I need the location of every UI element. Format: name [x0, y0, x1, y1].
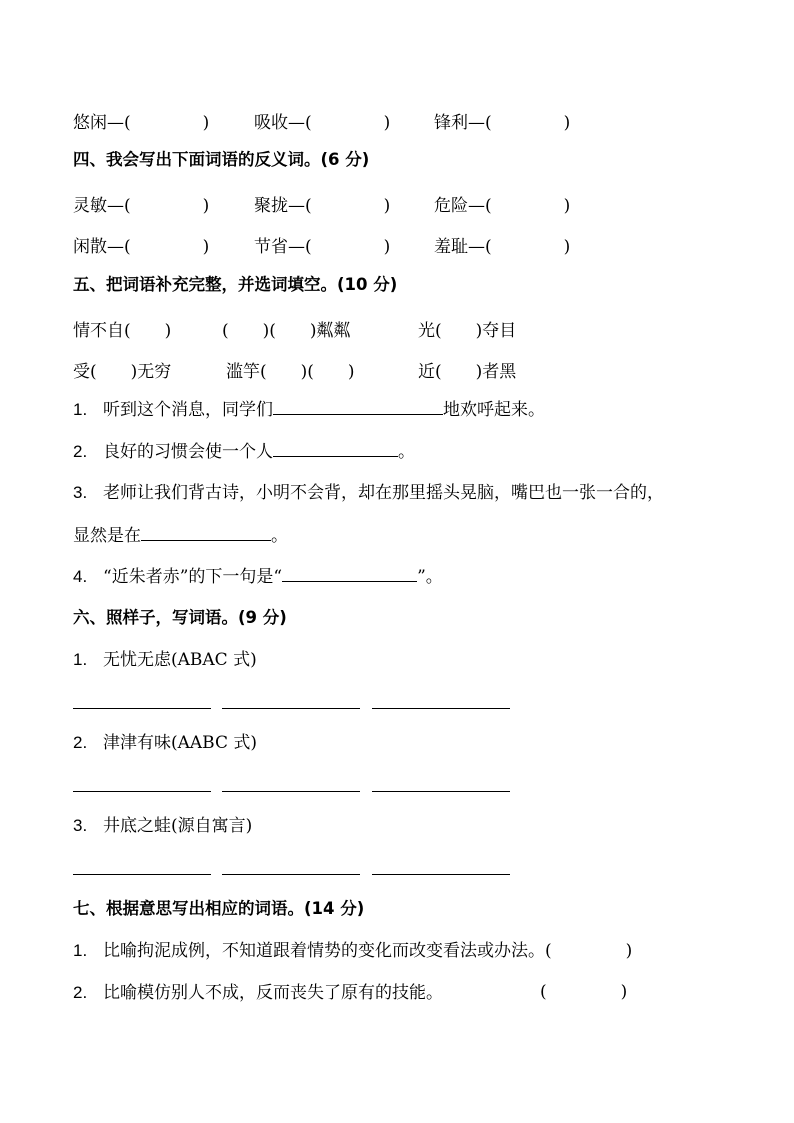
close-paren: ) [383, 113, 391, 133]
idiom-blank[interactable]: 近( )者黑 [418, 362, 517, 382]
question-text: 井底之蛙(源自寓言) [103, 816, 253, 836]
answer-line[interactable] [222, 874, 360, 875]
open-paren: —( [107, 237, 131, 257]
question-text: 比喻拘泥成例，不知道跟着情势的变化而改变看法或办法。( [103, 941, 552, 961]
idiom-blank[interactable]: 滥竽( )( ) [226, 362, 355, 382]
word: 悠闲 [73, 113, 107, 133]
close-paren: ) [383, 237, 391, 257]
open-paren: —( [288, 196, 312, 216]
word: 节省 [254, 237, 288, 257]
question-text: ”。 [417, 567, 443, 587]
question-text: “近朱者赤”的下一句是“ [103, 567, 283, 587]
section-7-title: 七、根据意思写出相应的词语。(14 分) [73, 899, 365, 918]
s5-question-3 [73, 482, 664, 504]
open-paren: —( [107, 196, 131, 216]
question-number: 1. [73, 650, 88, 669]
question-text: 听到这个消息，同学们 [103, 400, 273, 420]
s6-question-1 [73, 649, 257, 671]
item-weixian [434, 191, 570, 216]
answer-line[interactable] [73, 874, 211, 875]
fill-blank[interactable] [273, 398, 443, 415]
close-paren: ) [563, 196, 571, 216]
open-paren: —( [288, 237, 312, 257]
answer-line[interactable] [372, 708, 510, 709]
close-paren: ) [563, 113, 571, 133]
question-number: 2. [73, 733, 88, 752]
s7-question-2 [73, 982, 443, 1004]
question-text: 比喻模仿别人不成，反而丧失了原有的技能。 [103, 983, 443, 1003]
question-text: 良好的习惯会使一个人 [103, 442, 273, 462]
answer-line[interactable] [73, 708, 211, 709]
open-paren: —( [107, 113, 131, 133]
s5-question-3-cont [73, 524, 288, 547]
idiom-blank[interactable]: 光( )夺目 [418, 321, 517, 341]
close-paren: ) [383, 196, 391, 216]
s7-question-1 [73, 940, 632, 962]
question-text: 老师让我们背古诗，小明不会背，却在那里摇头晃脑，嘴巴也一张一合的， [103, 483, 664, 503]
question-text: 。 [271, 526, 288, 546]
question-number: 1. [73, 941, 88, 960]
close-paren: ) [202, 196, 210, 216]
item-fengli [434, 108, 570, 133]
word: 聚拢 [254, 196, 288, 216]
s5-question-2 [73, 440, 415, 463]
question-text: 。 [398, 442, 415, 462]
item-xishou [254, 108, 390, 133]
answer-line[interactable] [372, 874, 510, 875]
s6-question-3 [73, 815, 252, 837]
fill-blank[interactable] [282, 565, 417, 582]
close-paren: ) [620, 982, 628, 1002]
question-text: 显然是在 [73, 526, 141, 546]
word: 灵敏 [73, 196, 107, 216]
question-number: 1. [73, 400, 88, 419]
open-paren: —( [468, 113, 492, 133]
answer-line[interactable] [222, 791, 360, 792]
item-jiesheng [254, 232, 390, 257]
word: 锋利 [434, 113, 468, 133]
item-youxian [73, 108, 209, 133]
fill-blank[interactable] [141, 524, 271, 541]
item-xiuchi [434, 232, 570, 257]
answer-line[interactable] [372, 791, 510, 792]
question-number: 2. [73, 983, 88, 1002]
section-4-title: 四、我会写出下面词语的反义词。(6 分) [73, 150, 370, 169]
section-6-title: 六、照样子，写词语。(9 分) [73, 608, 287, 627]
close-paren: ) [202, 237, 210, 257]
s5-question-1 [73, 398, 545, 421]
close-paren: ) [563, 237, 571, 257]
word: 闲散 [73, 237, 107, 257]
close-paren: ) [202, 113, 210, 133]
question-number: 2. [73, 442, 88, 461]
idiom-blank[interactable]: ( )( )粼粼 [222, 321, 351, 341]
question-number: 3. [73, 816, 88, 835]
item-xiansan [73, 232, 209, 257]
section-5-title: 五、把词语补充完整，并选词填空。(10 分) [73, 275, 398, 294]
open-paren: ( [540, 982, 547, 1002]
question-text: 津津有味(AABC 式) [103, 733, 258, 753]
idiom-blank[interactable]: 情不自( ) [73, 321, 172, 341]
open-paren: —( [468, 237, 492, 257]
question-number: 4. [73, 567, 88, 586]
item-lingmin [73, 191, 209, 216]
s5-question-4 [73, 565, 443, 588]
s6-question-2 [73, 732, 257, 754]
s7-question-2-answer [540, 982, 627, 1002]
close-paren: ) [625, 941, 633, 961]
word: 羞耻 [434, 237, 468, 257]
open-paren: —( [468, 196, 492, 216]
question-text: 地欢呼起来。 [443, 400, 545, 420]
fill-blank[interactable] [273, 440, 398, 457]
answer-line[interactable] [222, 708, 360, 709]
answer-line[interactable] [73, 791, 211, 792]
question-text: 无忧无虑(ABAC 式) [103, 650, 257, 670]
question-number: 3. [73, 483, 88, 502]
open-paren: —( [288, 113, 312, 133]
idiom-blank[interactable]: 受( )无穷 [73, 362, 172, 382]
word: 吸收 [254, 113, 288, 133]
item-julong [254, 191, 390, 216]
word: 危险 [434, 196, 468, 216]
